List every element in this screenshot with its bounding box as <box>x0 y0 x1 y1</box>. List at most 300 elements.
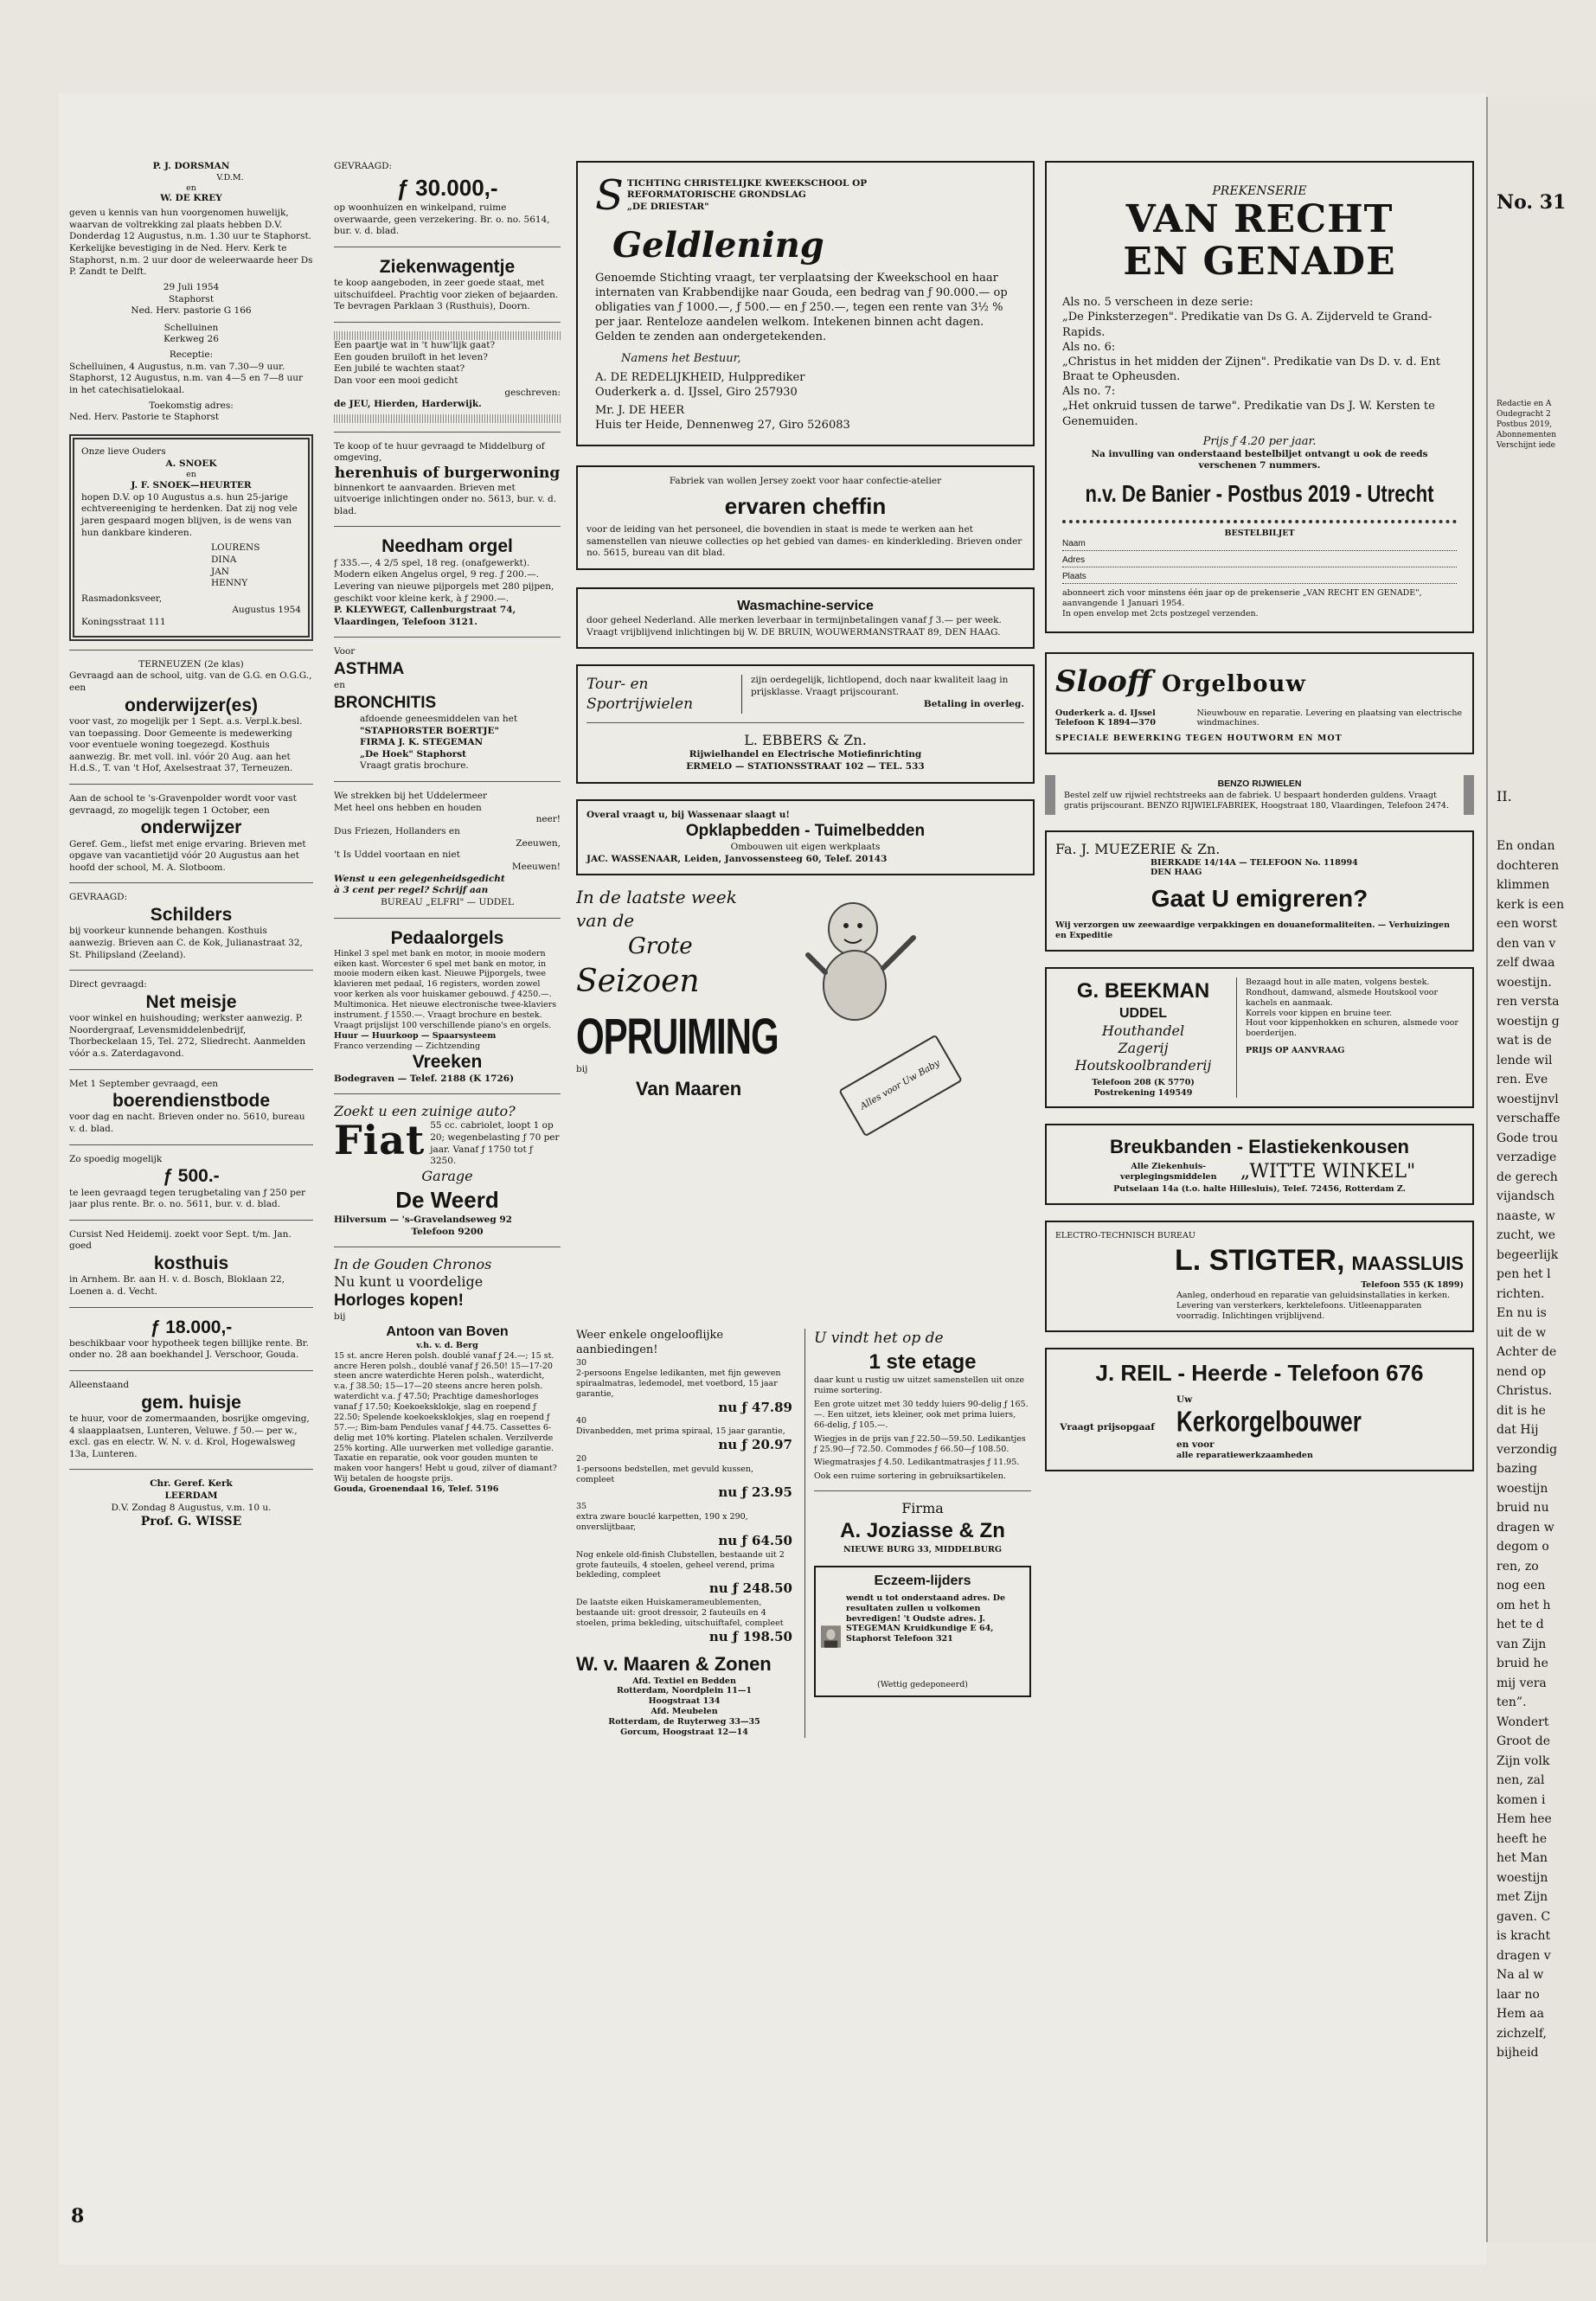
text-line: begeerlijk <box>1497 1247 1559 1262</box>
firm-trade: Houthandel <box>1101 1022 1185 1039</box>
ad-body: Wij verzorgen uw zeewaardige verpakkingen en douaneformaliteiten. — Verhuizingen en Expeditie <box>1055 920 1451 941</box>
reception-1: Schelluinen, 4 Augustus, n.m. van 7.30—9 uur. <box>69 361 285 372</box>
ad-heading: Tour- en <box>586 676 649 694</box>
poem-line: Zeeuwen, <box>516 837 561 849</box>
ad-body: Nieuwbouw en reparatie. Levering en plaatsing van electrische windmachines. <box>1196 708 1463 728</box>
ad-heading: Geldlening <box>612 225 824 266</box>
ad-benzo <box>1045 775 1474 814</box>
text-line: mij vera <box>1497 1676 1547 1690</box>
ad-line: Uw <box>1176 1394 1193 1405</box>
column-4 <box>1045 161 1474 2176</box>
ad-lodging <box>69 1229 313 1298</box>
ad-address: Putselaan 14a (t.o. halte Hillesluis), Telef. 72456, Rotterdam Z. <box>1113 1184 1406 1195</box>
ad-body: binnenkort te aanvaarden. Brieven met uitvoerige inlichtingen onder no. 5613, bur. v. d. blad. <box>334 482 557 516</box>
ad-heading: ƒ 30.000,- <box>396 174 498 201</box>
bride-place: Schelluinen <box>163 322 219 333</box>
ad-address: P. KLEYWEGT, Callenburgstraat 74, Vlaardingen, Telefoon 3121. <box>334 605 516 627</box>
reception-label: Receptie: <box>169 349 214 361</box>
ad-top: GEVRAAGD: <box>334 161 393 171</box>
sale-line: van de <box>576 909 635 931</box>
form-note: In open envelop met 2cts postzegel verzenden. <box>1062 608 1259 619</box>
ad-bicycles-ebbers <box>576 664 1035 783</box>
org-name: TICHTING CHRISTELIJKE KWEEKSCHOOL OP <box>626 177 868 189</box>
order-form <box>1062 520 1457 619</box>
ad-top: Cursist Ned Heidemij. zoekt voor Sept. t/m. Jan. goed <box>69 1228 292 1252</box>
poem-line: Dus Friezen, Hollanders en <box>334 826 460 837</box>
ad-heading: Ziekenwagentje <box>379 256 516 277</box>
text-line: kerk is een <box>1497 897 1565 912</box>
form-field-place[interactable] <box>1062 572 1457 584</box>
text-line: Groot de <box>1497 1734 1551 1748</box>
shop-name: Antoon van Boven <box>386 1324 509 1339</box>
ad-asthma <box>334 646 561 772</box>
ad-address: NIEUWE BURG 33, MIDDELBURG <box>843 1544 1002 1554</box>
text-line: gaven. C <box>1497 1909 1551 1924</box>
ad-body: Aanleg, onderhoud en reparatie van geluidsinstallaties in kerken. Levering van versterkers, kerktelefoons. Uitleenapparaten voorradig. Inlichtingen vrijblijvend. <box>1176 1290 1451 1321</box>
offer-price: nu ƒ 23.95 <box>718 1484 792 1501</box>
offer-price: nu ƒ 20.97 <box>718 1437 792 1453</box>
series-price: Prijs ƒ 4.20 per jaar. <box>1202 434 1317 448</box>
text-line: Wondert <box>1497 1715 1549 1729</box>
firm-city: DEN HAAG <box>1151 868 1202 878</box>
future-address: Ned. Herv. Pastorie te Staphorst <box>69 412 220 423</box>
text-line: met Zijn <box>1497 1890 1548 1904</box>
masthead-lines: Redactie en A Oudegracht 2 Postbus 2019, Abonnementen Verschijnt iede <box>1497 400 1556 450</box>
offer-price: nu ƒ 248.50 <box>708 1580 792 1597</box>
text-line: zucht, we <box>1497 1228 1556 1242</box>
ad-heading-2: Sportrijwielen <box>586 695 694 713</box>
product: Bezaagd hout in alle maten, volgens bestek. <box>1246 977 1430 987</box>
field-label: Plaats <box>1062 572 1086 581</box>
floor-text: Wiegjes in de prijs van ƒ 22.50—59.50. Ledikantjes ƒ 25.90—ƒ 72.50. Commodes ƒ 66.50—ƒ 108.50. <box>814 1433 1026 1454</box>
next-page-edge <box>1486 97 1596 2242</box>
church-place: LEERDAM <box>164 1490 218 1502</box>
shop-line: ERMELO — STATIONSSTRAAT 102 — TEL. 533 <box>686 760 925 772</box>
ad-heading: Needham orgel <box>381 536 513 557</box>
ad-body: wendt u tot onderstaand adres. De resultaten zullen u volkomen bevredigen! 't Oudste adres. J. STEGEMAN Kruidkundige E 64, Staphorst Telefoon 321 <box>845 1593 1005 1644</box>
ad-body: Hinkel 3 spel met bank en motor, in mooie modern eiken kast. Worcester 6 spel met bank en motor, in mooie modern eiken kast. Nieuwe Pijporgels, twee klavieren met pedaal, 16 registers, worden zowel voor kerken als voor huiskamer gebouwd. ƒ 4250.—. Multimonica. Het nieuwe electronische twee-klaviers instrument. ƒ 1550.—. Vraagt brochure en bestek. Vraagt prijslijst 100 verschillende piano's en orgels. <box>334 948 557 1030</box>
poem-line: Een jubilé te wachten staat? <box>334 363 465 375</box>
firm-logo: Slooff <box>1055 663 1151 699</box>
offer-price: nu ƒ 198.50 <box>708 1628 792 1644</box>
ad-stigter <box>1045 1221 1474 1331</box>
offer-price: nu ƒ 64.50 <box>718 1532 792 1548</box>
sale-line: Grote <box>628 933 693 959</box>
ad-sub: Alle Ziekenhuis-verplegingsmiddelen <box>1119 1162 1217 1182</box>
anniversary-body: hopen D.V. op 10 Augustus a.s. hun 25-jarige echtvereeniging te herdenken. Dat zij nog vele jaren gespaard mogen blijven, is de wens van hun dankbare kinderen. <box>81 491 298 538</box>
poem-line: Met heel ons hebben en houden <box>334 802 482 813</box>
child-name: HENNY <box>211 578 248 589</box>
ad-body: voor dag en nacht. Brieven onder no. 5610, bureau v. d. blad. <box>69 1112 305 1135</box>
issue-number: No. 31 <box>1497 191 1567 214</box>
ad-line: "STAPHORSTER BOERTJE" <box>360 725 499 736</box>
poem-line: à 3 cent per regel? Schrijf aan <box>334 885 489 896</box>
poem-address: de JEU, Hierden, Harderwijk. <box>334 399 482 410</box>
column-3 <box>576 161 1035 2176</box>
text-line: dragen w <box>1497 1520 1554 1535</box>
ad-address: Gouda, Groenendaal 16, Telef. 5196 <box>334 1484 499 1495</box>
ad-top: Fabriek van wollen Jersey zoekt voor haar confectie-atelier <box>669 476 942 487</box>
ad-address: JAC. WASSENAAR, Leiden, Janvossensteeg 60, Telef. 20143 <box>586 853 888 864</box>
publisher: n.v. De Banier - Postbus 2019 - Utrecht <box>1085 479 1434 508</box>
ad-line: Ouderkerk a. d. IJssel <box>1055 708 1156 718</box>
announcement-body-2: Kerkelijke bevestiging in de Ned. Herv. Kerk te Staphorst, n.m. 2 uur door de weleerwaarde heer Ds P. Zandt te Delft. <box>69 242 313 278</box>
ad-address: Bodegraven — Telef. 2188 (K 1726) <box>334 1073 515 1084</box>
series-item-label: Als no. 6: <box>1062 340 1116 354</box>
text-line: richten. <box>1497 1286 1545 1301</box>
ad-line: Telefoon K 1894—370 <box>1055 718 1156 728</box>
section-number: II. <box>1497 788 1512 804</box>
text-line: zichzelf, <box>1497 2026 1547 2041</box>
bride-name: W. DE KREY <box>160 193 222 204</box>
text-line: vijandsch <box>1497 1189 1555 1203</box>
poem-line: Dan voor een mooi gedicht <box>334 375 458 386</box>
conjunction-2: en <box>186 470 196 480</box>
text-line: dat Hij <box>1497 1423 1539 1437</box>
poem-line: We strekken bij het Uddelermeer <box>334 791 488 802</box>
ad-top: Overal vraagt u, bij Wassenaar slaagt u! <box>586 809 790 820</box>
text-line: verzadige <box>1497 1150 1557 1164</box>
form-body: abonneert zich voor minstens één jaar op de prekenserie „VAN RECHT EN GENADE", aanvangende 1 Januari 1954. <box>1062 588 1422 608</box>
poem-line: neer! <box>535 814 561 825</box>
firm-line: Afd. Textiel en Bedden <box>632 1676 736 1686</box>
text-line: woestijn <box>1497 1481 1548 1496</box>
anniversary-place: Rasmadonksveer, <box>81 593 163 604</box>
child-name: LOURENS <box>211 542 260 554</box>
ad-body: 15 st. ancre Heren polsh. doublé vanaf ƒ 24.—; 15 st. ancre Heren polsh., doublé vanaf ƒ 26.50! 15—17-20 steen ancre waterdichte Heren polsh., waterdicht, v.a. ƒ 38.50; 15—17—20 steens ancre heren polsh. waterdicht v.a. ƒ 47.50; Prachtige dameshorloges vanaf ƒ 17.50; Koekoeksklokje, slag en roepend ƒ 22.50; Spelende koekoeksklokjes, slag en roepend ƒ 57.—; Bim-bam Pendules vanaf ƒ 44.75. Cassettes 6-delig met 10% korting. Platelen schalen. Verzilverde 25% korting. Alle uurwerken met volledige garantie. Taxatie en reparatie, ook voor gouden munten te maken voor hangers! Hebt u goud, zilver of diamant? Wij betalen de hoogste prijs. <box>334 1350 557 1484</box>
announcement-date: 29 Juli 1954 <box>163 281 220 292</box>
ad-mortgage <box>69 1317 313 1362</box>
garage-name: De Weerd <box>395 1186 499 1213</box>
conjunction: bij <box>334 1311 346 1323</box>
text-line: van Zijn <box>1497 1637 1547 1651</box>
ad-body: te leen gevraagd tegen terugbetaling van ƒ 250 per jaar plus rente. Br. o. no. 5611, bur. v. d. blad. <box>69 1187 306 1210</box>
border-pattern <box>334 414 561 423</box>
sale-line: Seizoen <box>576 964 700 1000</box>
ad-heading: onderwijzer <box>140 817 242 838</box>
ad-body: zijn oerdegelijk, lichtlopend, doch naar kwaliteit laag in prijsklasse. Vraagt prijscourant. <box>751 675 1009 698</box>
text-line: ten”. <box>1497 1695 1527 1709</box>
text-line: naaste, w <box>1497 1208 1555 1223</box>
preacher: Prof. G. WISSE <box>140 1515 242 1529</box>
ad-body: te koop aangeboden, in zeer goede staat, met uitschuifdeel. Prachtig voor zieken of bejaarden. Te bevragen Parklaan 3 (Rusthuis), Doorn. <box>334 278 559 312</box>
ad-witte-winkel <box>1045 1124 1474 1205</box>
ad-van-maaren <box>576 886 1035 1336</box>
field-label: Adres <box>1062 555 1086 565</box>
text-line: klimmen <box>1497 878 1550 892</box>
ad-girl-wanted <box>69 979 313 1060</box>
church-name: Chr. Geref. Kerk <box>150 1478 233 1490</box>
text-line: laar no <box>1497 1987 1540 2002</box>
text-line: En ondan <box>1497 839 1555 853</box>
shop-sub: v.h. v. d. Berg <box>416 1340 478 1350</box>
signature: A. DE REDELIJKHEID, Hulpprediker <box>595 370 805 384</box>
form-field-address[interactable] <box>1062 555 1457 567</box>
ad-body: door geheel Nederland. Alle merken leverbaar in termijnbetalingen vanaf ƒ 3.— per week. Vraagt vrijblijvend inlichtingen bij W. DE BRUIN, WOUWERMANSTRAAT 89, DEN HAAG. <box>586 615 1002 638</box>
conjunction: en <box>334 680 345 691</box>
text-line: een worst <box>1497 917 1557 931</box>
page-number: 8 <box>71 2205 85 2227</box>
ad-body: in Arnhem. Br. aan H. v. d. Bosch, Bloklaan 22, Loenen a. d. Vecht. <box>69 1274 285 1297</box>
groom-title: V.D.M. <box>216 172 244 183</box>
fiat-logo: Fiat <box>334 1117 426 1164</box>
shop-name: L. EBBERS & Zn. <box>744 732 867 749</box>
text-line: Achter de <box>1497 1345 1557 1359</box>
text-line: nen, zal <box>1497 1773 1545 1787</box>
church-notice <box>69 1478 313 1529</box>
child-name: JAN <box>211 566 229 577</box>
firm-line: Hoogstraat 134 <box>648 1696 721 1707</box>
ad-heading: Wasmachine-service <box>737 599 874 614</box>
ad-elfri-poem <box>334 791 561 908</box>
anniversary-date: Augustus 1954 <box>232 605 301 616</box>
text-line: zelf dwaa <box>1497 956 1555 970</box>
ad-sick-cart <box>334 256 561 313</box>
ad-heading-2: BRONCHITIS <box>334 693 437 712</box>
ad-slooff-organ <box>1045 652 1474 755</box>
floor-offers <box>804 1329 1031 1738</box>
anniversary-name-2: J. F. SNOEK—HEURTER <box>131 480 252 491</box>
series-item: „Het onkruid tussen de tarwe". Predikatie van Ds J. W. Kersten te Genemuiden. <box>1062 400 1435 428</box>
firm-trade: Zagerij <box>1118 1039 1169 1056</box>
anniversary-intro: Onze lieve Ouders <box>81 445 166 457</box>
text-line: is kracht <box>1497 1929 1551 1943</box>
ad-top: Met 1 September gevraagd, een <box>69 1078 219 1089</box>
text-line: den van v <box>1497 936 1556 951</box>
poem-line: 't Is Uddel voortaan en niet <box>334 849 460 861</box>
reception-2: Staphorst, 12 Augustus, n.m. van 4—5 en 7—8 uur in het catechisatielokaal. <box>69 373 304 395</box>
ad-heading: A. Joziasse & Zn <box>840 1519 1005 1543</box>
offer-price: nu ƒ 47.89 <box>718 1399 792 1415</box>
ad-fiat <box>334 1103 561 1238</box>
signature: Huis ter Heide, Dennenweg 27, Giro 526083 <box>595 419 850 433</box>
firm-name: Fa. J. MUEZERIE & Zn. <box>1055 840 1221 857</box>
firm-line: Afd. Meubelen <box>651 1707 718 1717</box>
ad-brand: Kerkorgelbouwer <box>1176 1403 1362 1438</box>
portrait-photo <box>821 1593 841 1680</box>
text-line: bruid nu <box>1497 1501 1549 1515</box>
ad-poem-jeu <box>334 331 561 423</box>
text-line: om het h <box>1497 1598 1551 1612</box>
floor-text: daar kunt u rustig uw uitzet samenstellen uit onze ruime sortering. <box>814 1375 1025 1396</box>
text-line: woestijn g <box>1497 1014 1560 1029</box>
org-name-3: „DE DRIESTAR" <box>626 201 709 212</box>
ad-body: beschikbaar voor hypotheek tegen billijke rente. Br. onder no. 28 aan boekhandel J. Verschoor, Gouda. <box>69 1337 309 1361</box>
ad-body: bij voorkeur kunnende behangen. Kosthuis aanwezig. Brieven aan C. de Kok, Julianastraat 32, St. Philipsland (Zeeland). <box>69 926 303 960</box>
ad-heading: onderwijzer(es) <box>124 695 259 715</box>
ad-top: TERNEUZEN (2e klas) <box>138 658 244 670</box>
ad-painters <box>69 892 313 961</box>
ad-top: GEVRAAGD: <box>69 892 128 903</box>
children-list <box>81 542 301 590</box>
shop-brand: „WITTE WINKEL" <box>1240 1161 1416 1183</box>
series-note: Na invulling van onderstaand bestelbiljet ontvangt u ook de reeds verschenen 7 nummers. <box>1091 448 1428 471</box>
ad-body: op woonhuizen en winkelpand, ruime overwaarde, geen verzekering. Br. o. no. 5614, bur. v. d. blad. <box>334 202 550 237</box>
ad-top: Direct gevraagd: <box>69 979 147 990</box>
announcement-address: Ned. Herv. pastorie G 166 <box>131 305 252 317</box>
firm-name: L. STIGTER, <box>1174 1244 1345 1278</box>
poem-line: Meeuwen! <box>511 861 561 872</box>
offer-item: 30 2-persoons Engelse ledikanten, met fijn geweven spiraalmatras, ledemodel, met voetbord, 15 jaar garantie, nu ƒ 47.89 <box>576 1358 792 1415</box>
floor-text: Een grote uitzet met 30 teddy luiers 90-delig ƒ 165.—. Een uitzet, iets kleiner, ook met prima luiers, 66-delig, ƒ 105.—. <box>814 1400 1029 1430</box>
ad-line: Vraagt prijsopgaaf <box>1060 1421 1155 1433</box>
org-name-2: REFORMATORISCHE GRONDSLAG <box>626 189 806 201</box>
firm-trade: Houtskoolbranderij <box>1074 1056 1212 1074</box>
product: Hout voor kippenhokken en schuren, alsmede voor boerderijen. <box>1246 1018 1458 1039</box>
signature-intro: Namens het Bestuur, <box>621 352 741 366</box>
announcement-place: Staphorst <box>168 293 215 304</box>
ad-heading: Horloges kopen! <box>334 1292 464 1311</box>
ad-body: voor winkel en huishouding; werkster aanwezig. P. Noordergraaf, Levensmiddelenbedrijf, Thorbeckelaan 15, Tel. 272, Sliedrecht. Aanmelden vóór a.s. Zaterdagavond. <box>69 1013 306 1059</box>
text-line: ren. Eve <box>1497 1073 1548 1086</box>
ad-line: Nu kunt u voordelige <box>334 1273 484 1291</box>
ad-farm-maid <box>69 1079 313 1136</box>
text-line: woestijnvl <box>1497 1092 1559 1106</box>
ad-heading: Breukbanden - Elastiekenkousen <box>1110 1136 1409 1158</box>
product: Korrels voor kippen en bruine teer. <box>1246 1008 1393 1018</box>
ad-joziasse <box>814 1500 1031 1555</box>
series-title-2: EN GENADE <box>1123 239 1396 284</box>
ad-intro: Aan de school te 's-Gravenpolder wordt voor vast gevraagd, zo mogelijk tegen 1 October, een <box>69 793 297 816</box>
ad-line: Franco verzending — Zichtzending <box>334 1041 481 1051</box>
text-line: bazing <box>1497 1462 1538 1476</box>
text-line: dragen v <box>1497 1948 1551 1963</box>
ad-question: Zoekt u een zuinige auto? <box>334 1103 516 1120</box>
ad-eczema <box>814 1566 1031 1697</box>
ad-heading: Gaat U emigreren? <box>1151 885 1368 913</box>
field-label: Naam <box>1062 539 1086 548</box>
floor-text: Wiegmatrasjes ƒ 4.50. Ledikantmatrasjes ƒ 11.95. <box>814 1458 1020 1468</box>
ad-heading: ƒ 500.- <box>163 1166 220 1187</box>
ad-beekman <box>1045 967 1474 1108</box>
ad-line: afdoende geneesmiddelen van het <box>360 713 518 724</box>
drop-initial: S <box>595 171 624 220</box>
ad-foot: SPECIALE BEWERKING TEGEN HOUTWORM EN MOT <box>1055 734 1343 744</box>
text-line: bijheid <box>1497 2046 1539 2060</box>
ad-body: Genoemde Stichting vraagt, ter verplaatsing der Kweekschool en haar internaten van Krabbendijke naar Gouda, een bedrag van ƒ 90.000.— op obligaties van ƒ 1000.—, ƒ 500.— en ƒ 250.—, tegen een rente van 3½ % per jaar. Renteloze aandelen welkom. Intekenen binnen acht dagen. Gelden te zenden aan ondergetekenden. <box>595 272 1008 343</box>
ad-body: voor de leiding van het personeel, die bovendien in staat is mede te werken aan het samenstellen van nieuwe collecties op het gebied van dames- en kinderkleding. Brieven onder no. 5615, bureau van dit blad. <box>586 524 1022 559</box>
ad-body: voor vast, zo mogelijk per 1 Sept. a.s. Verpl.k.besl. van toepassing. Door Gemeente is medewerking voor eventuele woning toegezegd. Kosthuis aanwezig. Br. met voll. inl. vóór 20 Aug. aan het H.d.S., T. van 't Hof, Axelsestraat 37, Terneuzen. <box>69 715 303 774</box>
text-line: lende wil <box>1497 1053 1553 1067</box>
ad-muezerie <box>1045 830 1474 952</box>
ad-heading: ASTHMA <box>334 660 405 679</box>
van-maaren-offers <box>576 1329 1035 1738</box>
ad-loan-30000 <box>334 161 561 238</box>
offer-intro: Weer enkele ongelooflijke aanbiedingen! <box>576 1329 724 1357</box>
sale-line: In de laatste week <box>576 887 737 908</box>
sale-heading: OPRUIMING <box>576 1007 779 1065</box>
text-line: degom o <box>1497 1540 1549 1554</box>
form-title: BESTELBILJET <box>1224 529 1295 539</box>
ad-body: Bestel zelf uw rijwiel rechtstreeks aan de fabriek. U bespaart honderden guldens. Vraagt gratis prijscourant. BENZO RIJWIELFABRIEK, Hoogstraat 180, Vlaardingen, Telefoon 2474. <box>1064 790 1449 811</box>
ad-heading: J. REIL - Heerde - Telefoon 676 <box>1095 1359 1424 1386</box>
ad-loan-500 <box>69 1154 313 1211</box>
offer-item: 40 Divanbedden, met prima spiraal, 15 jaar garantie, nu ƒ 20.97 <box>576 1416 792 1453</box>
ad-washing-machine <box>576 587 1035 649</box>
series-item: „Christus in het midden der Zijnen". Predikatie van Ds D. v. d. Ent Braat te Opheusden. <box>1062 355 1440 384</box>
floor-heading: 1 ste etage <box>869 1349 977 1374</box>
text-line: het te d <box>1497 1618 1544 1631</box>
tag-text: Alles voor Uw Baby <box>858 1058 942 1112</box>
shop-line: Rijwielhandel en Electrische Motiefinrichting <box>689 749 922 760</box>
firm-name: W. v. Maaren & Zonen <box>576 1652 772 1675</box>
anniversary-announcement <box>69 434 313 641</box>
ad-heading: herenhuis of burgerwoning <box>334 465 561 483</box>
text-line: verschaffe <box>1497 1112 1561 1125</box>
offer-item: 35 extra zware bouclé karpetten, 190 x 290, onverslijtbaar, nu ƒ 64.50 <box>576 1502 792 1548</box>
ad-heading-2: Vreeken <box>412 1052 483 1073</box>
column-1 <box>69 161 313 2176</box>
shop-name: Van Maaren <box>635 1077 742 1099</box>
text-line: dit is he <box>1497 1403 1546 1418</box>
ad-heading: BENZO RIJWIELEN <box>1217 779 1302 790</box>
anniversary-address: Koningsstraat 111 <box>81 617 166 628</box>
ad-heading: Opklapbedden - Tuimelbedden <box>685 822 926 841</box>
offer-item: Nog enkele old-finish Clubstellen, bestaande uit 2 grote fauteuils, 4 stoelen, geheel verend, prima bekleding, compleet nu ƒ 248.50 <box>576 1549 792 1597</box>
ad-reil-organ <box>1045 1348 1474 1472</box>
ad-sermon-series <box>1045 161 1474 633</box>
ad-line: Huur — Huurkoop — Spaarsysteem <box>334 1030 497 1041</box>
anniversary-name-1: A. SNOEK <box>165 458 217 469</box>
firm-phone: Telefoon 208 (K 5770) <box>1092 1077 1195 1087</box>
ad-body: Geref. Gem., liefst met enige ervaring. Brieven met opgave van vacantietijd vóór 20 Augustus aan het hoofd der school, M. A. Slotboom. <box>69 838 306 873</box>
bride-address: Kerkweg 26 <box>163 334 219 345</box>
signature: Mr. J. DE HEER <box>595 403 684 417</box>
ad-line: en voor <box>1176 1439 1215 1450</box>
text-line: ren, zo <box>1497 1559 1539 1574</box>
series-item-label: Als no. 7: <box>1062 385 1116 399</box>
series-label: PREKENSERIE <box>1212 184 1307 198</box>
baby-illustration <box>801 886 931 1033</box>
ad-phone: Telefoon 9200 <box>411 1226 484 1237</box>
ad-line: „De Hoek" Staphorst <box>360 748 466 760</box>
service-time: D.V. Zondag 8 Augustus, v.m. 10 u. <box>111 1502 272 1513</box>
ad-body: te huur, voor de zomermaanden, bosrijke omgeving, 4 slaapplaatsen, Lunteren, Veluwe. ƒ 50.— per w., excl. gas en electr. W. N. v. d. Krol, Hogewalsweg 13a, Lunteren. <box>69 1413 310 1459</box>
ad-line: In de Gouden Chronos <box>334 1256 492 1273</box>
text-line: komen i <box>1497 1792 1546 1807</box>
text-line: de gerech <box>1497 1170 1558 1184</box>
firm-name: G. BEEKMAN <box>1076 978 1210 1003</box>
firm-line: Gorcum, Hoogstraat 12—14 <box>620 1727 748 1737</box>
offer-item: 20 1-persoons bedstellen, met gevuld kussen, compleet nu ƒ 23.95 <box>576 1453 792 1501</box>
ad-heading: Pedaalorgels <box>390 927 504 948</box>
poem-line: Wenst u een gelegenheidsgedicht <box>334 873 505 884</box>
text-line: Hem aa <box>1497 2007 1544 2021</box>
child-name: DINA <box>211 554 237 565</box>
groom-name: P. J. DORSMAN <box>152 161 230 171</box>
firm-city: UDDEL <box>1118 1005 1168 1021</box>
conjunction: bij <box>576 1064 588 1075</box>
form-field-name[interactable] <box>1062 539 1457 551</box>
ad-foot: (Wettig gedeponeerd) <box>877 1679 968 1689</box>
text-line: nog een <box>1497 1579 1546 1593</box>
floor-text: Ook een ruime sortering in gebruiksartikelen. <box>814 1471 1006 1482</box>
firm-phone: Telefoon 555 (K 1899) <box>1361 1280 1464 1291</box>
conjunction: en <box>186 183 196 193</box>
firm-city: MAASSLUIS <box>1351 1253 1464 1275</box>
ad-address: BUREAU „ELFRI" — UDDEL <box>381 896 514 907</box>
text-line: nend op <box>1497 1364 1547 1379</box>
firm-line: Rotterdam, Noordplein 11—1 <box>617 1686 752 1696</box>
text-line: bruid he <box>1497 1657 1548 1670</box>
text-line: pen het l <box>1497 1267 1551 1281</box>
ad-address: Hilversum — 's-Gravelandseweg 92 <box>334 1215 512 1226</box>
ad-heading: Eczeem-lijders <box>874 1573 971 1588</box>
ad-heading: Net meisje <box>145 991 237 1012</box>
border-pattern <box>334 331 561 340</box>
ad-heading: gem. huisje <box>141 1392 241 1413</box>
text-line: Christus. <box>1497 1384 1553 1398</box>
